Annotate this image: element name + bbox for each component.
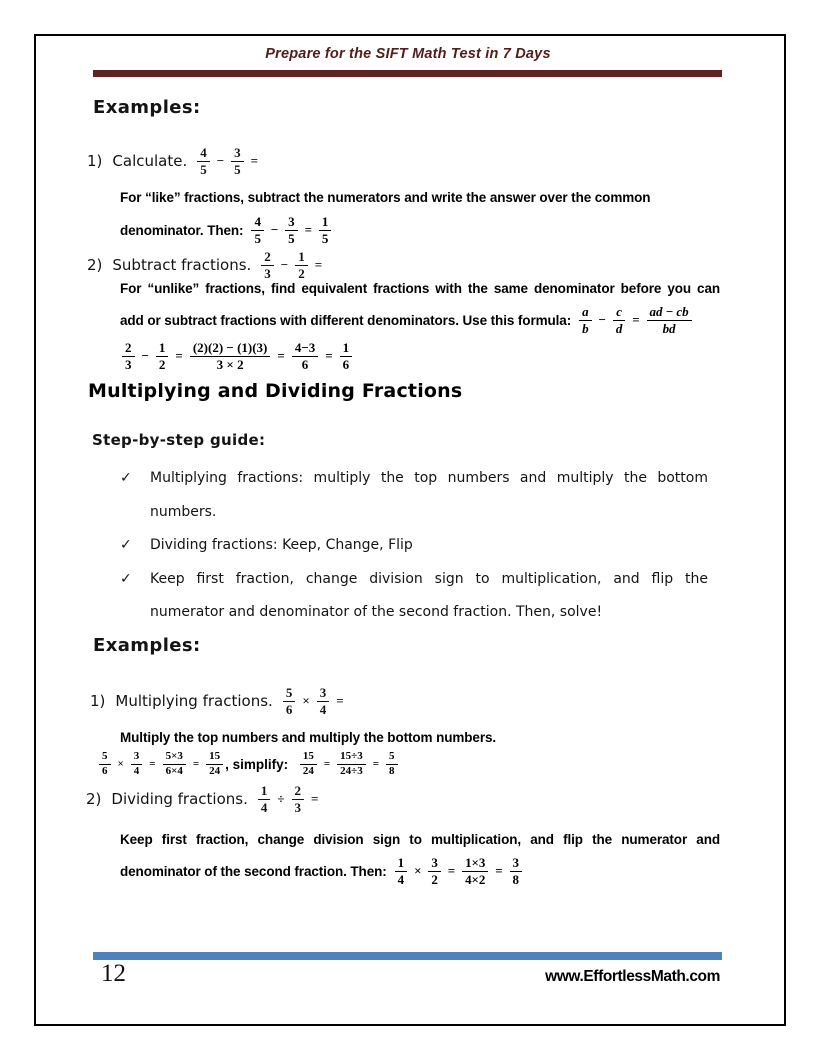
step-text: Keep first fraction, change division sign to multiplication, and flip the numerator and denominator of the second fraction. Then, solve! xyxy=(150,570,708,620)
example-1-1 xyxy=(87,142,263,180)
example-number: 1) xyxy=(87,152,103,170)
checkmark-icon: ✓ xyxy=(120,570,132,587)
example-number: 1) xyxy=(90,692,106,710)
example-2-2-work-equation: $\frac{1}{4}$ × $\frac{3}{2}$ = $\frac{1\times 3}{4\times 2}$ = $\frac{3}{8}$ xyxy=(393,855,524,887)
example-label: Subtract fractions. xyxy=(112,256,252,274)
step-list xyxy=(120,462,708,630)
section-heading: Multiplying and Dividing Fractions xyxy=(88,380,463,402)
example-2-1-work-equation: $\frac{5}{6}$ × $\frac{3}{4}$ = $\frac{5\times 3}{6\times 4}$ = $\frac{15}{24}$ , simplify: $\frac{15}{24}$ = $\frac{15\div 3}{24\div 3}$ = $\frac{5}{8}$ xyxy=(97,747,400,781)
example-label: Multiplying fractions. xyxy=(115,692,273,710)
example-2-1-explanation: Multiply the top numbers and multiply the bottom numbers. xyxy=(120,730,497,745)
step-text: Dividing fractions: Keep, Change, Flip xyxy=(150,537,413,553)
example-1-2-work-equation: $\frac{2}{3}$ − $\frac{1}{2}$ = $\frac{(2)(2) - (1)(3)}{3 \times 2}$ = $\frac{4-3}{6}$ = $\frac{1}{6}$ xyxy=(120,334,354,378)
example-1-1-equation: $\frac{4}{5}$ − $\frac{3}{5}$ = xyxy=(195,145,263,177)
example-1-1-explanation-line2 xyxy=(120,210,333,250)
checkmark-icon: ✓ xyxy=(120,537,132,553)
examples-heading-2: Examples: xyxy=(93,635,201,656)
footer-rule xyxy=(93,952,722,960)
example-1-2 xyxy=(87,246,327,284)
example-label: Dividing fractions. xyxy=(111,790,248,808)
page-number: 12 xyxy=(101,960,126,987)
checkmark-icon: ✓ xyxy=(120,470,132,486)
example-2-2 xyxy=(86,780,323,818)
guide-heading: Step-by-step guide: xyxy=(92,431,266,449)
example-2-1 xyxy=(90,682,349,720)
step-item-3 xyxy=(120,563,708,630)
step-text: Multiplying fractions: multiply the top numbers and multiply the bottom numbers. xyxy=(150,470,708,520)
example-number: 2) xyxy=(87,256,103,274)
example-2-2-explanation-line2 xyxy=(120,850,524,892)
website-url: www.EffortlessMath.com xyxy=(545,968,720,985)
step-item-1 xyxy=(120,462,708,529)
example-label: Calculate. xyxy=(112,152,188,170)
step-item-2 xyxy=(120,529,708,563)
header-rule xyxy=(93,70,722,77)
examples-heading-1: Examples: xyxy=(93,97,201,118)
subtraction-formula: $\frac{a}{b}$ − $\frac{c}{d}$ = $\frac{ad - cb}{bd}$ xyxy=(577,304,693,336)
example-1-1-explanation-line1: For “like” fractions, subtract the numerators and write the answer over the common xyxy=(120,190,651,205)
explanation-text: add or subtract fractions with different denominators. Use this formula: xyxy=(120,312,572,328)
example-number: 2) xyxy=(86,790,102,808)
example-1-1-answer-equation: $\frac{4}{5}$ − $\frac{3}{5}$ = $\frac{1}{5}$ xyxy=(249,214,333,246)
explanation-text: denominator of the second fraction. Then: xyxy=(120,863,387,879)
example-2-2-explanation-line1: Keep first fraction, change division sign to multiplication, and flip the numerator and xyxy=(120,832,720,847)
header-title: Prepare for the SIFT Math Test in 7 Days xyxy=(265,46,551,62)
example-1-2-explanation-line1: For “unlike” fractions, find equivalent fractions with the same denominator before you can xyxy=(120,281,720,296)
example-1-2-equation: $\frac{2}{3}$ − $\frac{1}{2}$ = xyxy=(259,249,327,281)
example-2-2-equation: $\frac{1}{4}$ ÷ $\frac{2}{3}$ = xyxy=(256,783,324,815)
explanation-text: denominator. Then: xyxy=(120,222,244,238)
example-2-1-equation: $\frac{5}{6}$ × $\frac{3}{4}$ = xyxy=(281,685,349,717)
